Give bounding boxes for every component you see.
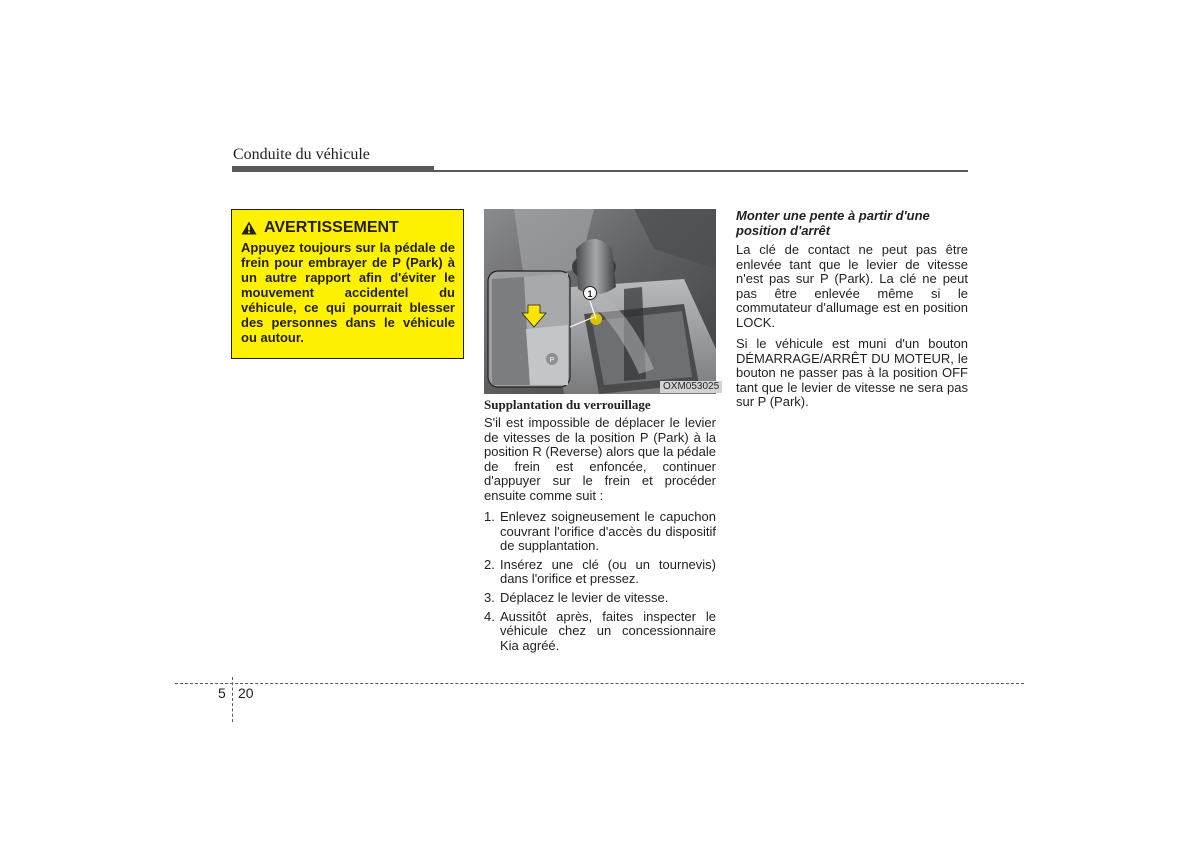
override-title: Supplantation du verrouillage [484, 397, 651, 412]
page-number: 20 [238, 685, 254, 701]
warning-text: Appuyez toujours sur la pédale de frein pour embrayer de P (Park) à un autre rapport afin d'éviter le mouvement accidentel du véhicule, ce qui pourrait blesser des personnes dans le véhicule ou autour. [241, 240, 455, 345]
section-number: 5 [218, 685, 226, 701]
step-number: 3. [484, 589, 495, 605]
footer-rule [175, 683, 1024, 684]
list-item [484, 510, 716, 554]
list-item [484, 558, 716, 587]
step-text: Déplacez le levier de vitesse. [500, 589, 669, 605]
warning-title: AVERTISSEMENT [264, 219, 399, 236]
section-title: Conduite du véhicule [233, 146, 370, 163]
header-rule-thin [434, 170, 968, 172]
step-number: 1. [484, 509, 495, 524]
gear-letter: P [549, 357, 555, 364]
footer-divider [232, 677, 233, 722]
step-number: 2. [484, 556, 495, 572]
figure-caption: OXM053025 [660, 381, 722, 393]
warning-heading [241, 218, 455, 238]
callout-number: 1 [587, 289, 593, 299]
gear-shift-photo [484, 209, 716, 394]
override-intro: S'il est impossible de déplacer le levier de vitesses de la position P (Park) à la position R (Reverse) alors que la pédale de frein est enfoncée, continuer d'appuyer sur le frein et procéder ensuite comme suit : [484, 415, 716, 503]
step-text: Enlevez soigneusement le capuchon couvrant l'orifice d'accès du dispositif de supplantation. [500, 509, 716, 554]
header-rule-thick [232, 166, 434, 172]
step-text: Aussitôt après, faites inspecter le véhicule chez un concessionnaire Kia agréé. [500, 608, 716, 653]
list-item [484, 610, 716, 654]
list-item [484, 591, 716, 606]
hill-start-title: Monter une pente à partir d'une position d'arrêt [736, 208, 930, 238]
warning-triangle-icon [241, 221, 257, 235]
step-text: Insérez une clé (ou un tournevis) dans l'orifice et pressez. [500, 556, 716, 587]
override-steps [484, 510, 716, 657]
hill-paragraph-2: Si le véhicule est muni d'un bouton DÉMARRAGE/ARRÊT DU MOTEUR, le bouton ne passer pas à la position OFF tant que le levier de vitesse ne sera pas sur P (Park). [736, 336, 968, 410]
warning-box [231, 209, 464, 359]
hill-paragraph-1: La clé de contact ne peut pas être enlevée tant que le levier de vitesse n'est pas sur P (Park). La clé ne peut pas être enlevée même si le commutateur d'allumage est en position LOCK. [736, 242, 968, 330]
step-number: 4. [484, 608, 495, 624]
